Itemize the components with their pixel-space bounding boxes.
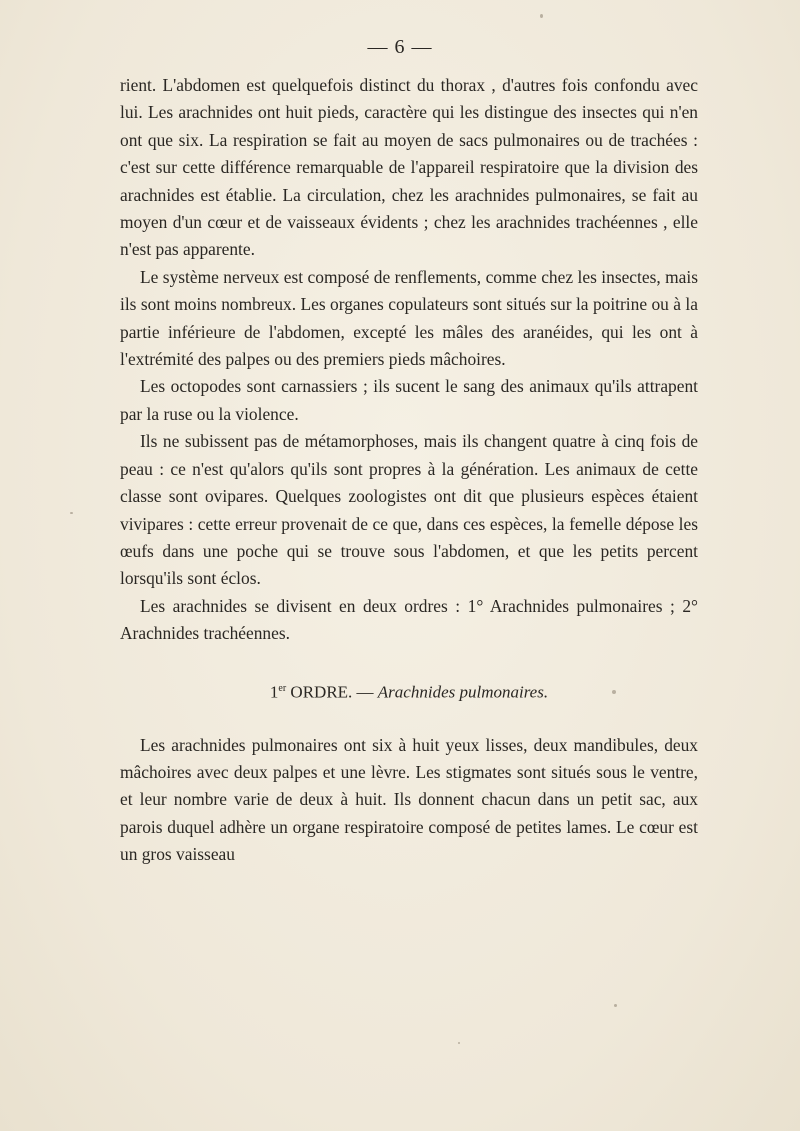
paragraph: Les arachnides pulmonaires ont six à huit yeux lisses, deux mandibules, deux mâchoires avec deux palpes et une lèvre. Les stigmates sont situés sous le ventre, et leur nombre varie de deux à huit. Ils donnent chacun dans un petit sac, aux parois duquel adhère un organe respiratoire composé de petites lames. Le cœur est un gros vaisseau [120,734,698,865]
heading-ordinal-suffix: er [278,682,287,694]
heading-dash: — [352,682,378,702]
heading-title: Arachnides pulmonaires. [377,682,549,702]
page-number: — 6 — [367,36,433,58]
paragraph: Les arachnides se divisent en deux ordres : 1° Arachnides pulmonaires ; 2° Arachnides trachéennes. [120,595,698,644]
paragraph: Le système nerveux est composé de renflements, comme chez les insectes, mais ils sont moins nombreux. Les organes copulateurs sont situés sur la poitrine ou à la partie inférieure de l'abdomen, excepté les mâles des aranéides, qui les ont à l'extrémité des palpes ou des premiers pieds mâchoires. [120,266,698,370]
paragraph: rient. L'abdomen est quelquefois distinct du thorax , d'autres fois confondu avec lui. Les arachnides ont huit pieds, caractère qui les distingue des insectes qui n'en ont que six. La respiration se fait au moyen de sacs pulmonaires ou de trachées : c'est sur cette différence remarquable de l'appareil respiratoire que la division des arachnides est établie. La circulation, chez les arachnides pulmonaires, se fait au moyen d'un cœur et de vaisseaux évidents ; chez les arachnides trachéennes , elle n'est pas apparente. [120,75,698,260]
paper-speck [458,1042,460,1044]
paper-speck [612,690,616,694]
paper-speck [614,1004,617,1007]
heading-ordinal: 1 [269,682,279,702]
heading-order-word: ORDRE. [290,682,353,702]
paper-speck [70,512,73,514]
body-text [120,72,698,869]
paper-speck [540,14,543,18]
paragraph: Ils ne subissent pas de métamorphoses, mais ils changent quatre à cinq fois de peau : ce n'est qu'alors qu'ils sont propres à la génération. Les animaux de cette classe sont ovipares. Quelques zoologistes ont dit que plusieurs espèces étaient vivipares : cette erreur provenait de ce que, dans ces espèces, la femelle dépose les œufs dans une poche qui se trouve sous l'abdomen, et que les petits percent lorsqu'ils sont éclos. [120,431,698,589]
paragraph: Les octopodes sont carnassiers ; ils sucent le sang des animaux qu'ils attrapent par la ruse ou la violence. [120,376,698,424]
